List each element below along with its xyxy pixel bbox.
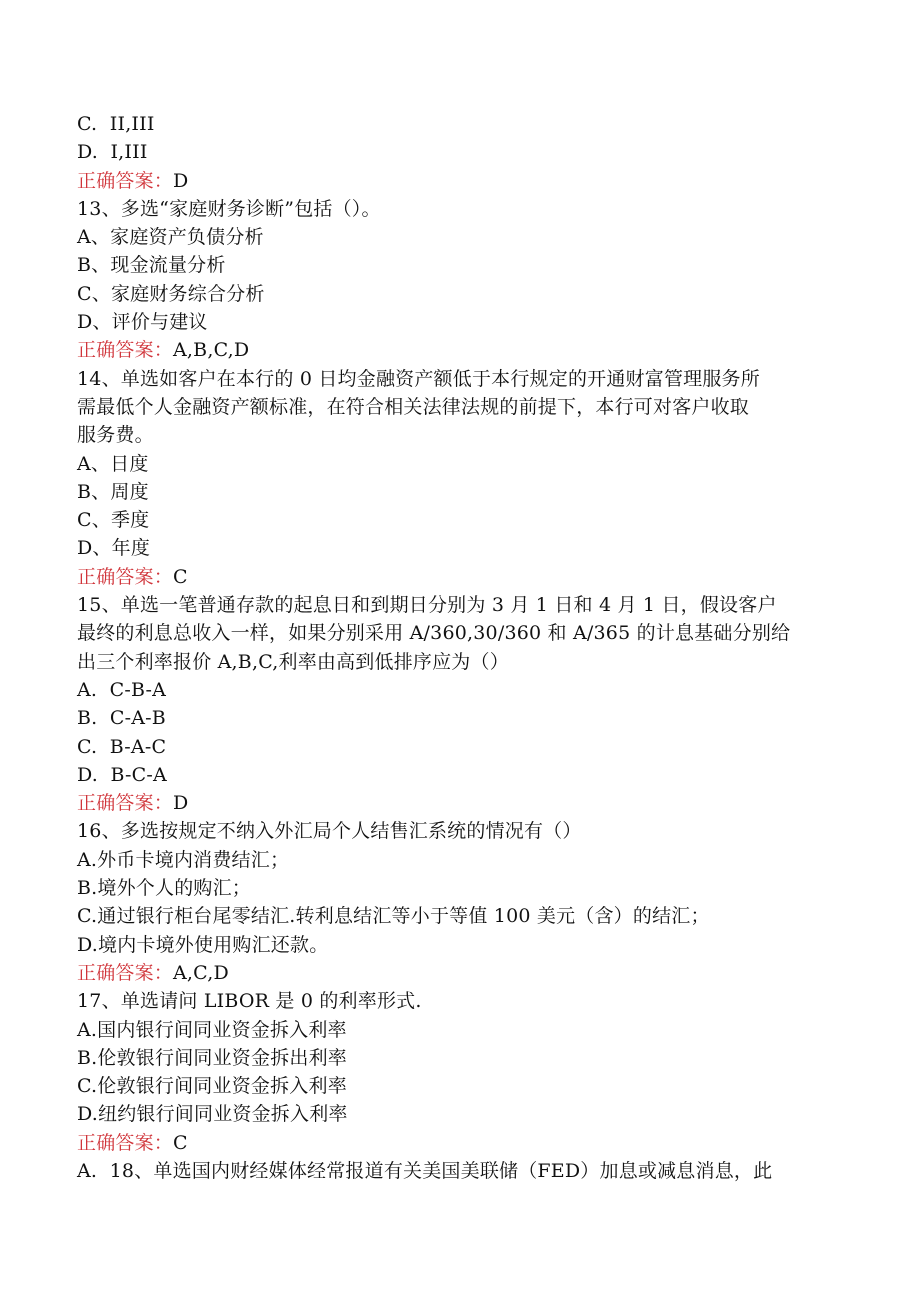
answer-label: 正确答案：: [77, 792, 174, 815]
answer-value: D: [173, 792, 189, 815]
option-c: C、季度: [77, 509, 150, 532]
option-c: C. II,III: [77, 113, 155, 135]
document-page: [77, 110, 837, 1185]
question-line: 15、单选一笔普通存款的起息日和到期日分别为 3 月 1 日和 4 月 1 日，假设客户: [77, 594, 777, 617]
answer-line: [77, 1129, 837, 1157]
question-16: 16、多选按规定不纳入外汇局个人结售汇系统的情况有（）: [77, 820, 582, 843]
option-c: C. B-A-C: [77, 735, 167, 758]
option-b: B.伦敦银行间同业资金拆出利率: [77, 1046, 348, 1069]
answer-value: A,C,D: [173, 961, 229, 984]
answer-line: [77, 789, 837, 817]
question-line: 14、单选如客户在本行的 0 日均金融资产额低于本行规定的开通财富管理服务所: [77, 367, 760, 390]
answer-label: 正确答案：: [77, 169, 174, 192]
option-a: A.国内银行间同业资金拆入利率: [77, 1018, 347, 1041]
answer-label: 正确答案：: [77, 1131, 174, 1154]
answer-label: 正确答案：: [77, 339, 174, 362]
option-a: A、日度: [77, 452, 149, 475]
option-c: C.伦敦银行间同业资金拆入利率: [77, 1075, 347, 1098]
option-d: D. B-C-A: [77, 763, 167, 786]
answer-value: D: [173, 169, 189, 192]
option-d: D、评价与建议: [77, 311, 208, 334]
answer-value: C: [173, 1131, 188, 1154]
question-18: A. 18、单选国内财经媒体经常报道有关美国美联储（FED）加息或减息消息，此: [77, 1159, 773, 1182]
answer-label: 正确答案：: [77, 565, 174, 588]
option-d: D.境内卡境外使用购汇还款。: [77, 933, 329, 956]
option-c: C、家庭财务综合分析: [77, 282, 265, 305]
option-a: A. C-B-A: [77, 678, 167, 701]
option-b: B、周度: [77, 480, 149, 503]
option-c: C.通过银行柜台尾零结汇.转利息结汇等小于等值 100 美元（含）的结汇；: [77, 905, 710, 928]
answer-label: 正确答案：: [77, 961, 174, 984]
option-d: D. I,III: [77, 141, 148, 164]
question-line: 出三个利率报价 A,B,C,利率由高到低排序应为（）: [77, 650, 509, 673]
answer-value: C: [173, 565, 188, 588]
question-14: [77, 365, 837, 450]
option-d: D、年度: [77, 537, 151, 560]
answer-line: [77, 336, 837, 364]
answer-line: [77, 167, 837, 195]
option-b: B.境外个人的购汇；: [77, 877, 252, 900]
option-a: A、家庭资产负债分析: [77, 226, 264, 249]
question-17: 17、单选请问 LIBOR 是 0 的利率形式.: [77, 990, 422, 1013]
answer-value: A,B,C,D: [173, 339, 250, 362]
option-a: A.外币卡境内消费结汇；: [77, 848, 290, 871]
question-line: 服务费。: [77, 424, 154, 447]
question-line: 最终的利息总收入一样，如果分别采用 A/360,30/360 和 A/365 的计息基础分别给: [77, 622, 791, 645]
question-13: 13、多选“家庭财务诊断”包括（）。: [77, 197, 381, 220]
option-b: B、现金流量分析: [77, 254, 226, 277]
answer-line: [77, 959, 837, 987]
question-15: [77, 591, 837, 676]
option-b: B. C-A-B: [77, 707, 166, 730]
answer-line: [77, 563, 837, 591]
option-d: D.纽约银行间同业资金拆入利率: [77, 1103, 348, 1126]
question-line: 需最低个人金融资产额标准，在符合相关法律法规的前提下，本行可对客户收取: [77, 395, 750, 418]
